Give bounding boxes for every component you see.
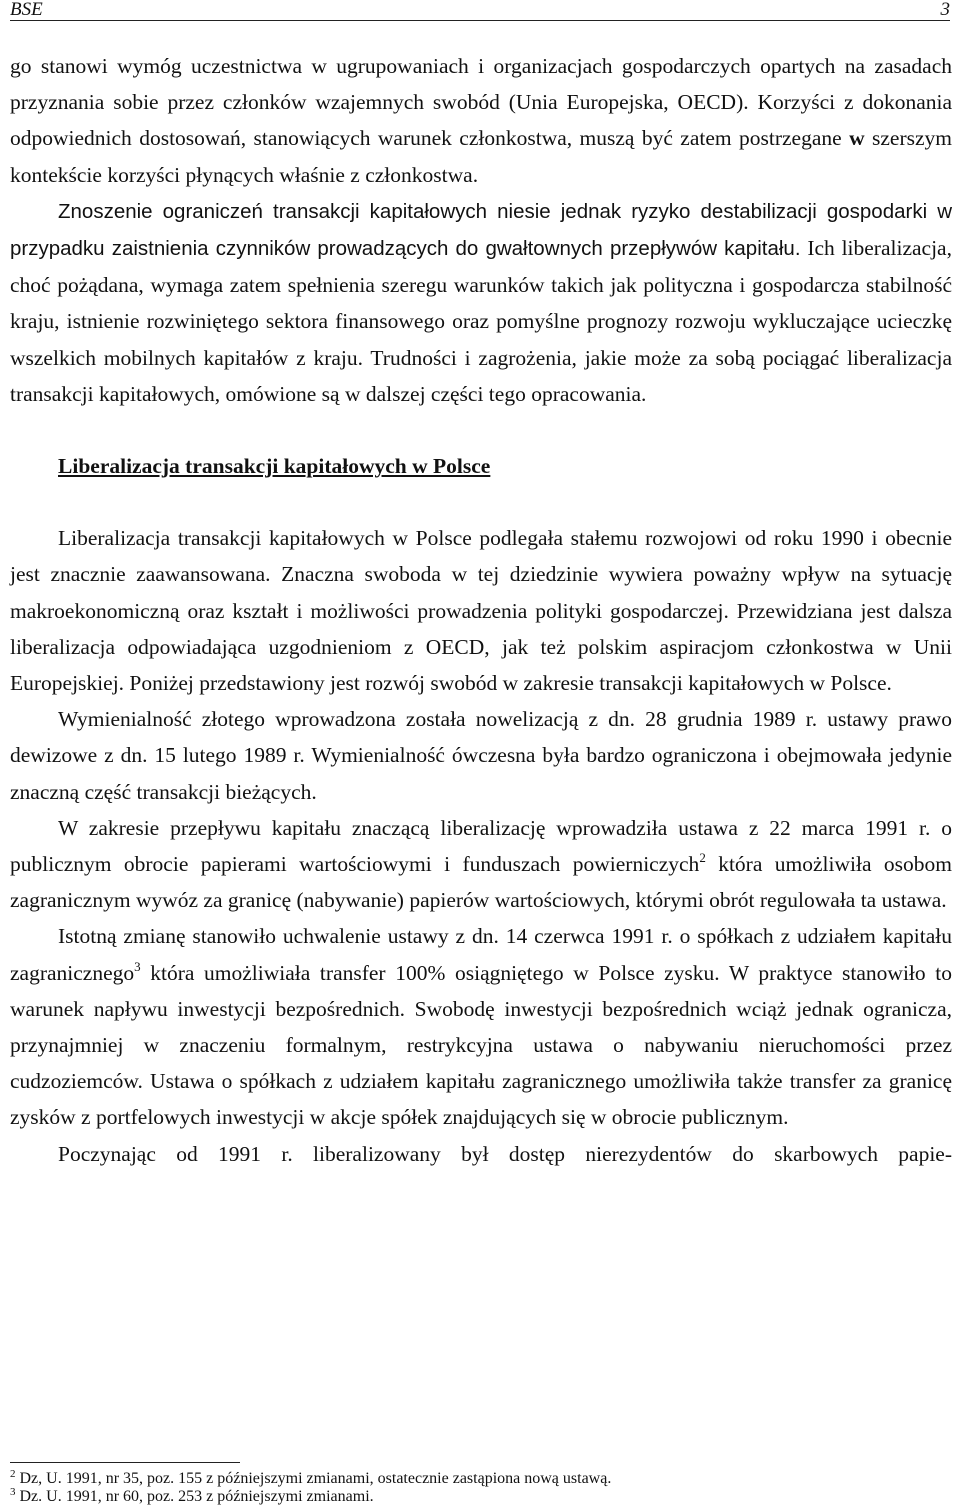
section-heading: Liberalizacja transakcji kapitałowych w Polsce [58,454,491,479]
footnote-2 [10,1470,611,1488]
footnote-2-mark: 2 [10,1468,16,1480]
paragraph-6 [10,918,952,1135]
paragraph-6-text-b: która umożliwiała transfer 100% osiągniętego w Polsce zysku. W praktyce stanowiło to warunek napływu inwestycji bezpośrednich. Swobodę inwestycji bezpośrednich wciąż jednak ogranicza, przynajmniej w znaczeniu formalnym, restrykcyjna ustawa o nabywaniu nieruchomości przez cudzoziemców. Ustawa o spółkach z udziałem kapitału zagranicznego umożliwiła także transfer za granicę zysków z portfelowych inwestycji w akcje spółek znajdujących się w obrocie publicznym. [10,960,952,1130]
paragraph-2-sans-text: Znoszenie ograniczeń transakcji kapitałowych niesie jednak ryzyko destabilizacji gospodarki w przypadku zaistnienia czynników prowadzących do gwałtownych przepływów kapitału. [10,199,952,261]
paragraph-5 [10,810,952,919]
paragraph-1-bold-word: w [849,126,865,151]
footnote-divider [10,1462,240,1463]
footnote-3-mark: 3 [10,1486,16,1498]
footnote-3 [10,1488,611,1506]
footnote-2-text: Dz, U. 1991, nr 35, poz. 155 z późniejszymi zmianami, ostatecznie zastąpiona nową ustawą. [15,1470,612,1487]
header-title: BSE [10,0,43,20]
paragraph-1-text-b: szerszym kontekście korzyści płynących właśnie z członkostwa. [10,126,952,187]
footnote-ref-2: 2 [699,850,706,866]
footnote-ref-3: 3 [134,958,141,974]
footnotes [10,1470,611,1506]
paragraph-1-text-a: go stanowi wymóg uczestnictwa w ugrupowaniach i organizacjach gospodarczych opartych na zasadach przyznania sobie przez członków wzajemnych swobód (Unia Europejska, OECD). Korzyści z dokonania odpowiednich dostosowań, stanowiących warunek członkostwa, muszą być zatem postrzegane [10,54,952,151]
page-number: 3 [940,0,950,20]
paragraph-5-text-b: która umożliwiła osobom zagranicznym wywóz za granicę (nabywanie) papierów wartościowych, którymi obrót regulowała ta ustawa. [10,852,952,913]
page-header [10,0,950,21]
paragraph-5-text-a: W zakresie przepływu kapitału znaczącą liberalizację wprowadziła ustawa z 22 marca 1991 r. o publicznym obrocie papierami wartościowymi i funduszach powierniczych [10,815,952,877]
paragraph-1 [10,48,952,193]
paragraph-2-serif-text: Ich liberalizacja, choć pożądana, wymaga zatem spełnienia szeregu warunków takich jak polityczna i gospodarcza stabilność kraju, istnienie rozwiniętego sektora finansowego oraz pomyślne prognozy rozwoju wykluczające ucieczkę wszelkich mobilnych kapitałów z kraju. Trudności i zagrożenia, jakie może za sobą pociągać liberalizacja transakcji kapitałowych, omówione są w dalszej części tego opracowania. [10,236,952,406]
paragraph-6-text-a: Istotną zmianę stanowiło uchwalenie ustawy z dn. 14 czerwca 1991 r. o spółkach z udziałem kapitału zagranicznego [10,924,952,985]
paragraph-7: Poczynając od 1991 r. liberalizowany był dostęp nierezydentów do skarbowych papie- [58,1141,952,1166]
paragraph-2 [10,193,952,412]
page-body [10,48,952,1172]
paragraph-3: Liberalizacja transakcji kapitałowych w Polsce podlegała stałemu rozwojowi od roku 1990 i obecnie jest znacznie zaawansowana. Znaczna swoboda w tej dziedzinie wywiera poważny wpływ na sytuację makroekonomiczną oraz kształt i możliwości prowadzenia polityki gospodarczej. Przewidziana jest dalsza liberalizacja odpowiadająca uzgodnieniom z OECD, jak też polskim aspiracjom członkostwa w Unii Europejskiej. Poniżej przedstawiony jest rozwój swobód w zakresie transakcji kapitałowych w Polsce. [10,526,952,696]
paragraph-4: Wymienialność złotego wprowadzona została nowelizacją z dn. 28 grudnia 1989 r. ustawy prawo dewizowe z dn. 15 lutego 1989 r. Wymienialność ówczesna była bardzo ograniczona i obejmowała jedynie znaczną część transakcji bieżących. [10,707,952,804]
footnote-3-text: Dz. U. 1991, nr 60, poz. 253 z późniejszymi zmianami. [15,1488,374,1505]
